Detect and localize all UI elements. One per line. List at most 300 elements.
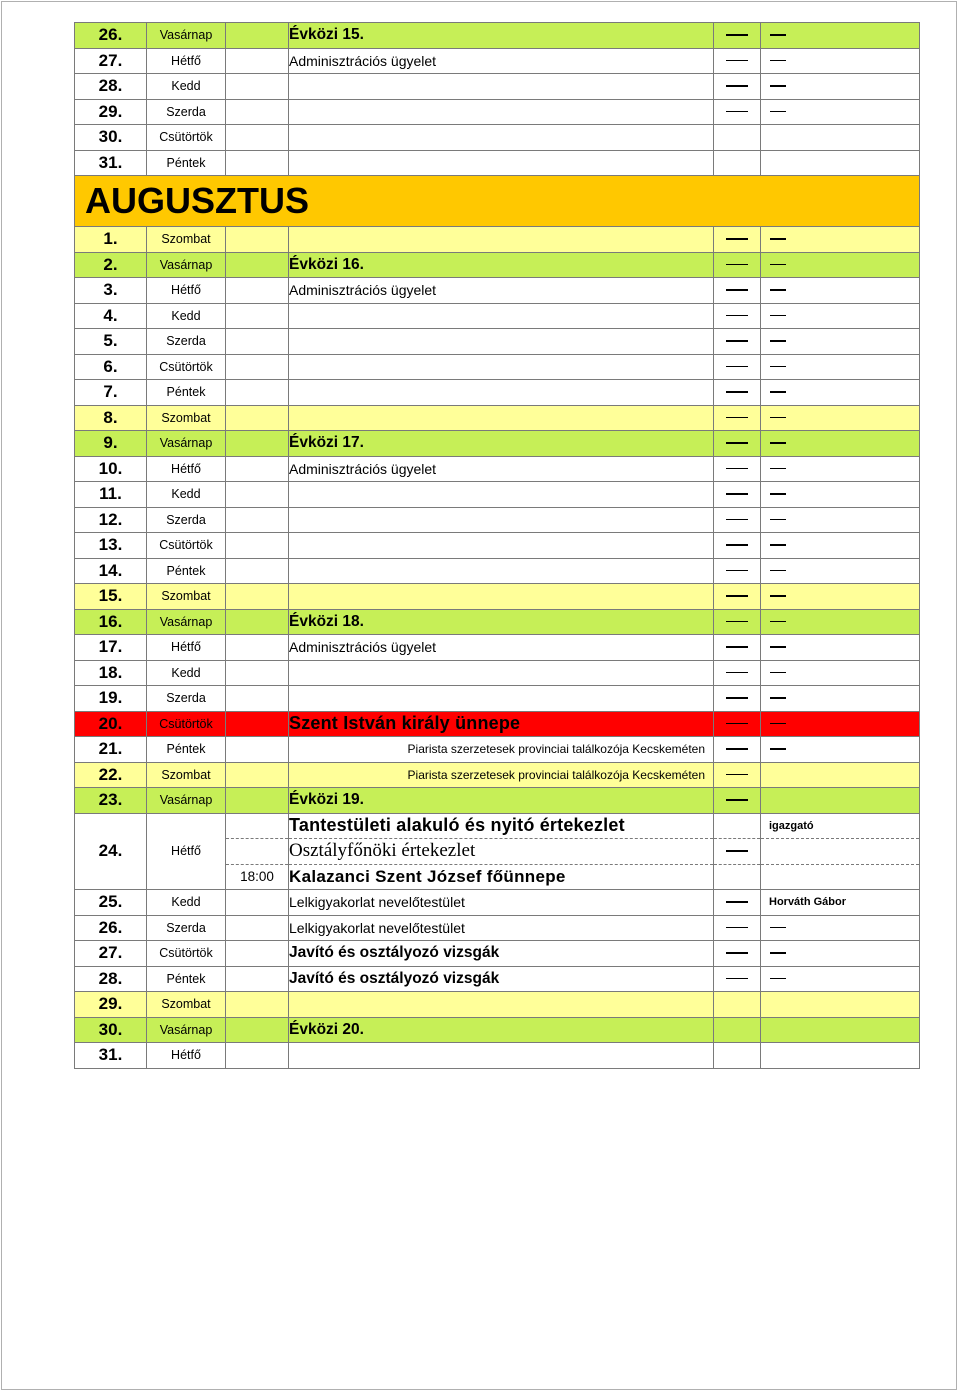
dash-mark: [726, 340, 748, 342]
time-cell: [226, 48, 289, 74]
dash-mark: [726, 60, 748, 62]
day-name: Szerda: [147, 915, 226, 941]
table-row: [75, 660, 920, 686]
dash-cell: [761, 23, 920, 49]
day-name: Kedd: [147, 74, 226, 100]
dash-mark: [726, 289, 748, 291]
dash-cell: [714, 23, 761, 49]
day-name: Vasárnap: [147, 431, 226, 457]
day-name: Vasárnap: [147, 252, 226, 278]
event-cell: Piarista szerzetesek provinciai találkozója Kecskeméten: [289, 762, 714, 788]
table-row: [75, 507, 920, 533]
day-number: 2.: [75, 252, 147, 278]
table-row: [75, 788, 920, 814]
dash-cell: [761, 686, 920, 712]
dash-mark: [726, 697, 748, 699]
day-number: 11.: [75, 482, 147, 508]
day-number: 22.: [75, 762, 147, 788]
day-name: Vasárnap: [147, 609, 226, 635]
dash-mark: [726, 238, 748, 240]
day-number: 28.: [75, 966, 147, 992]
dash-cell: [714, 150, 761, 176]
dash-cell: [761, 303, 920, 329]
dash-cell: [761, 482, 920, 508]
table-row: [75, 23, 920, 49]
responsible-cell: Horváth Gábor: [761, 890, 920, 916]
time-cell: [226, 941, 289, 967]
time-cell: 18:00: [226, 864, 289, 890]
dash-cell: [714, 405, 761, 431]
dash-cell: [761, 915, 920, 941]
dash-cell: [761, 354, 920, 380]
event-cell: Lelkigyakorlat nevelőtestület: [289, 890, 714, 916]
day-name: Csütörtök: [147, 941, 226, 967]
table-row: [75, 609, 920, 635]
dash-cell: [761, 1017, 920, 1043]
table-row: [75, 966, 920, 992]
dash-mark: [726, 315, 748, 317]
day-number: 26.: [75, 915, 147, 941]
table-row: [75, 584, 920, 610]
day-number: 14.: [75, 558, 147, 584]
month-header-section: [75, 176, 920, 227]
time-cell: [226, 227, 289, 253]
day-name: Szombat: [147, 992, 226, 1018]
dash-mark: [770, 570, 786, 572]
event-cell: [289, 150, 714, 176]
event-cell: [289, 74, 714, 100]
day-name: Szombat: [147, 762, 226, 788]
dash-mark: [770, 646, 786, 648]
dash-mark: [726, 519, 748, 521]
dash-mark: [770, 468, 786, 470]
event-cell: [289, 992, 714, 1018]
dash-mark: [770, 238, 786, 240]
time-cell: [226, 380, 289, 406]
day-number: 13.: [75, 533, 147, 559]
dash-cell: [714, 737, 761, 763]
day-number: 18.: [75, 660, 147, 686]
dash-cell: [714, 788, 761, 814]
day-number: 5.: [75, 329, 147, 355]
event-cell: [289, 380, 714, 406]
table-row: [75, 252, 920, 278]
dash-cell: [714, 839, 761, 865]
dash-mark: [726, 493, 748, 495]
day-number: 23.: [75, 788, 147, 814]
time-cell: [226, 1017, 289, 1043]
dash-mark: [770, 748, 786, 750]
day-name: Szombat: [147, 227, 226, 253]
table-row: [75, 941, 920, 967]
day-name: Hétfő: [147, 635, 226, 661]
day-number: 24.: [75, 813, 147, 890]
dash-mark: [770, 519, 786, 521]
dash-mark: [726, 85, 748, 87]
time-cell: [226, 660, 289, 686]
dash-cell: [714, 864, 761, 890]
event-cell: [289, 405, 714, 431]
time-cell: [226, 839, 289, 865]
event-cell: Adminisztrációs ügyelet: [289, 278, 714, 304]
day-number: 6.: [75, 354, 147, 380]
day-number: 25.: [75, 890, 147, 916]
dash-cell: [714, 329, 761, 355]
event-cell: Lelkigyakorlat nevelőtestület: [289, 915, 714, 941]
dash-cell: [714, 813, 761, 839]
table-row: [75, 762, 920, 788]
dash-mark: [770, 595, 786, 597]
dash-cell: [714, 711, 761, 737]
table-row: [75, 737, 920, 763]
dash-mark: [770, 978, 786, 980]
calendar-table: [74, 22, 920, 1069]
month-title: [75, 176, 920, 227]
event-cell: Évközi 15.: [289, 23, 714, 49]
event-cell: [289, 533, 714, 559]
day-number: 30.: [75, 1017, 147, 1043]
time-cell: [226, 23, 289, 49]
day-number: 10.: [75, 456, 147, 482]
dash-cell: [714, 252, 761, 278]
event-cell: Piarista szerzetesek provinciai találkozója Kecskeméten: [289, 737, 714, 763]
dash-cell: [714, 456, 761, 482]
dash-mark: [726, 748, 748, 750]
event-cell: Javító és osztályozó vizsgák: [289, 966, 714, 992]
time-cell: [226, 890, 289, 916]
table-row: [75, 813, 920, 839]
time-cell: [226, 431, 289, 457]
time-cell: [226, 405, 289, 431]
day-number: 19.: [75, 686, 147, 712]
dash-cell: [714, 890, 761, 916]
table-row: [75, 711, 920, 737]
table-row: [75, 380, 920, 406]
dash-mark: [770, 391, 786, 393]
august-section: [75, 227, 920, 814]
dash-cell: [761, 252, 920, 278]
dash-cell: [761, 48, 920, 74]
time-cell: [226, 788, 289, 814]
dash-mark: [770, 315, 786, 317]
table-row: [75, 329, 920, 355]
event-cell: [289, 227, 714, 253]
day-name: Hétfő: [147, 1043, 226, 1069]
dash-mark: [726, 799, 748, 801]
dash-mark: [726, 417, 748, 419]
event-cell: [289, 507, 714, 533]
time-cell: [226, 533, 289, 559]
table-row: [75, 1043, 920, 1069]
table-row: [75, 915, 920, 941]
day-number: 31.: [75, 1043, 147, 1069]
time-cell: [226, 303, 289, 329]
day-number: 12.: [75, 507, 147, 533]
dash-mark: [770, 723, 786, 725]
dash-cell: [714, 584, 761, 610]
day-name: Szerda: [147, 507, 226, 533]
dash-mark: [726, 442, 748, 444]
day-number: 26.: [75, 23, 147, 49]
dash-cell: [714, 99, 761, 125]
day-name: Vasárnap: [147, 1017, 226, 1043]
day-name: Csütörtök: [147, 354, 226, 380]
dash-cell: [761, 278, 920, 304]
day-number: 28.: [75, 74, 147, 100]
day-name: Hétfő: [147, 278, 226, 304]
event-cell: [289, 329, 714, 355]
dash-mark: [726, 366, 748, 368]
dash-mark: [726, 901, 748, 903]
dash-cell: [761, 150, 920, 176]
dash-mark: [726, 544, 748, 546]
time-cell: [226, 74, 289, 100]
dash-mark: [726, 952, 748, 954]
time-cell: [226, 992, 289, 1018]
dash-mark: [770, 60, 786, 62]
dash-mark: [770, 927, 786, 929]
time-cell: [226, 558, 289, 584]
dash-cell: [714, 74, 761, 100]
time-cell: [226, 813, 289, 839]
event-cell: [289, 686, 714, 712]
event-cell: Évközi 16.: [289, 252, 714, 278]
time-cell: [226, 635, 289, 661]
day-name: Hétfő: [147, 456, 226, 482]
time-cell: [226, 1043, 289, 1069]
time-cell: [226, 711, 289, 737]
day-name: Szombat: [147, 405, 226, 431]
dash-cell: [761, 533, 920, 559]
table-row: [75, 303, 920, 329]
dash-cell: [714, 48, 761, 74]
dash-mark: [770, 952, 786, 954]
day-number: 29.: [75, 99, 147, 125]
day-number: 16.: [75, 609, 147, 635]
dash-cell: [714, 431, 761, 457]
event-cell: [289, 303, 714, 329]
event-cell: Adminisztrációs ügyelet: [289, 456, 714, 482]
dash-cell: [761, 737, 920, 763]
dash-mark: [770, 417, 786, 419]
day-number: 17.: [75, 635, 147, 661]
dash-cell: [761, 74, 920, 100]
dash-mark: [770, 672, 786, 674]
dash-cell: [761, 405, 920, 431]
day-name: Péntek: [147, 737, 226, 763]
day-number: 29.: [75, 992, 147, 1018]
dash-cell: [714, 609, 761, 635]
day-name: Kedd: [147, 482, 226, 508]
day-name: Szerda: [147, 686, 226, 712]
dash-mark: [770, 85, 786, 87]
time-cell: [226, 354, 289, 380]
time-cell: [226, 686, 289, 712]
table-row: [75, 125, 920, 151]
time-cell: [226, 278, 289, 304]
event-cell: Osztályfőnöki értekezlet: [289, 839, 714, 865]
dash-cell: [714, 558, 761, 584]
event-cell: [289, 482, 714, 508]
dash-cell: [761, 99, 920, 125]
dash-mark: [770, 442, 786, 444]
dash-cell: [761, 711, 920, 737]
time-cell: [226, 456, 289, 482]
dash-mark: [726, 264, 748, 266]
event-cell: [289, 584, 714, 610]
time-cell: [226, 125, 289, 151]
day-number: 27.: [75, 941, 147, 967]
table-row: [75, 558, 920, 584]
day-name: Péntek: [147, 380, 226, 406]
table-row: [75, 48, 920, 74]
dash-mark: [726, 850, 748, 852]
dash-mark: [726, 570, 748, 572]
day-number: 7.: [75, 380, 147, 406]
day-name: Hétfő: [147, 48, 226, 74]
event-cell: Adminisztrációs ügyelet: [289, 635, 714, 661]
dash-mark: [726, 468, 748, 470]
time-cell: [226, 482, 289, 508]
dash-cell: [714, 915, 761, 941]
dash-mark: [726, 111, 748, 113]
dash-cell: [761, 788, 920, 814]
table-row: [75, 890, 920, 916]
time-cell: [226, 915, 289, 941]
event-cell: Javító és osztályozó vizsgák: [289, 941, 714, 967]
time-cell: [226, 737, 289, 763]
dash-cell: [714, 992, 761, 1018]
day-name: Szerda: [147, 329, 226, 355]
day-number: 15.: [75, 584, 147, 610]
month-title-text: AUGUSZTUS: [85, 180, 309, 221]
event-cell: [289, 354, 714, 380]
dash-mark: [770, 34, 786, 36]
dash-cell: [761, 1043, 920, 1069]
day-number: 3.: [75, 278, 147, 304]
dash-mark: [726, 34, 748, 36]
dash-cell: [714, 227, 761, 253]
day-number: 9.: [75, 431, 147, 457]
day-name: Kedd: [147, 890, 226, 916]
event-cell: [289, 558, 714, 584]
day-name: Csütörtök: [147, 711, 226, 737]
dash-cell: [761, 431, 920, 457]
dash-mark: [726, 672, 748, 674]
dash-cell: [714, 278, 761, 304]
dash-cell: [761, 941, 920, 967]
dash-mark: [726, 774, 748, 776]
day-name: Kedd: [147, 303, 226, 329]
table-row: [75, 227, 920, 253]
july-section: [75, 23, 920, 176]
dash-cell: [714, 660, 761, 686]
day-name: Csütörtök: [147, 533, 226, 559]
table-row: [75, 635, 920, 661]
table-row: [75, 992, 920, 1018]
dash-mark: [770, 697, 786, 699]
dash-cell: [761, 635, 920, 661]
dash-mark: [770, 289, 786, 291]
dash-mark: [726, 978, 748, 980]
event-cell: Évközi 20.: [289, 1017, 714, 1043]
dash-cell: [761, 966, 920, 992]
table-row: [75, 74, 920, 100]
dash-cell: [714, 966, 761, 992]
day-name: Szerda: [147, 99, 226, 125]
dash-mark: [726, 391, 748, 393]
table-row: [75, 1017, 920, 1043]
table-row: [75, 686, 920, 712]
dash-cell: [761, 380, 920, 406]
dash-cell: [761, 609, 920, 635]
table-row: [75, 405, 920, 431]
dash-cell: [714, 125, 761, 151]
dash-cell: [714, 1043, 761, 1069]
time-cell: [226, 584, 289, 610]
dash-mark: [770, 366, 786, 368]
table-row: [75, 456, 920, 482]
day-name: Péntek: [147, 150, 226, 176]
time-cell: [226, 507, 289, 533]
day-24-section: [75, 813, 920, 890]
time-cell: [226, 966, 289, 992]
event-cell: Adminisztrációs ügyelet: [289, 48, 714, 74]
dash-mark: [726, 723, 748, 725]
day-number: 31.: [75, 150, 147, 176]
dash-mark: [770, 621, 786, 623]
event-cell: [289, 99, 714, 125]
time-cell: [226, 99, 289, 125]
dash-mark: [770, 340, 786, 342]
august-end-section: [75, 890, 920, 1069]
dash-cell: [714, 941, 761, 967]
dash-cell: [714, 303, 761, 329]
day-number: 4.: [75, 303, 147, 329]
time-cell: [226, 609, 289, 635]
dash-cell: [761, 329, 920, 355]
day-number: 21.: [75, 737, 147, 763]
dash-cell: [761, 558, 920, 584]
dash-cell: [714, 686, 761, 712]
day-number: 8.: [75, 405, 147, 431]
day-name: Vasárnap: [147, 23, 226, 49]
dash-cell: [761, 839, 920, 865]
table-row: [75, 431, 920, 457]
day-name: Kedd: [147, 660, 226, 686]
time-cell: [226, 150, 289, 176]
day-number: 1.: [75, 227, 147, 253]
day-name: Péntek: [147, 558, 226, 584]
day-number: 30.: [75, 125, 147, 151]
day-number: 27.: [75, 48, 147, 74]
time-cell: [226, 252, 289, 278]
dash-cell: [714, 380, 761, 406]
dash-mark: [770, 111, 786, 113]
day-name: Vasárnap: [147, 788, 226, 814]
dash-mark: [770, 264, 786, 266]
dash-cell: [714, 507, 761, 533]
dash-cell: [761, 660, 920, 686]
event-cell: Szent István király ünnepe: [289, 711, 714, 737]
dash-mark: [726, 927, 748, 929]
day-name: Szombat: [147, 584, 226, 610]
dash-cell: [714, 533, 761, 559]
event-cell: Évközi 18.: [289, 609, 714, 635]
table-row: [75, 354, 920, 380]
dash-cell: [714, 762, 761, 788]
dash-cell: [761, 227, 920, 253]
